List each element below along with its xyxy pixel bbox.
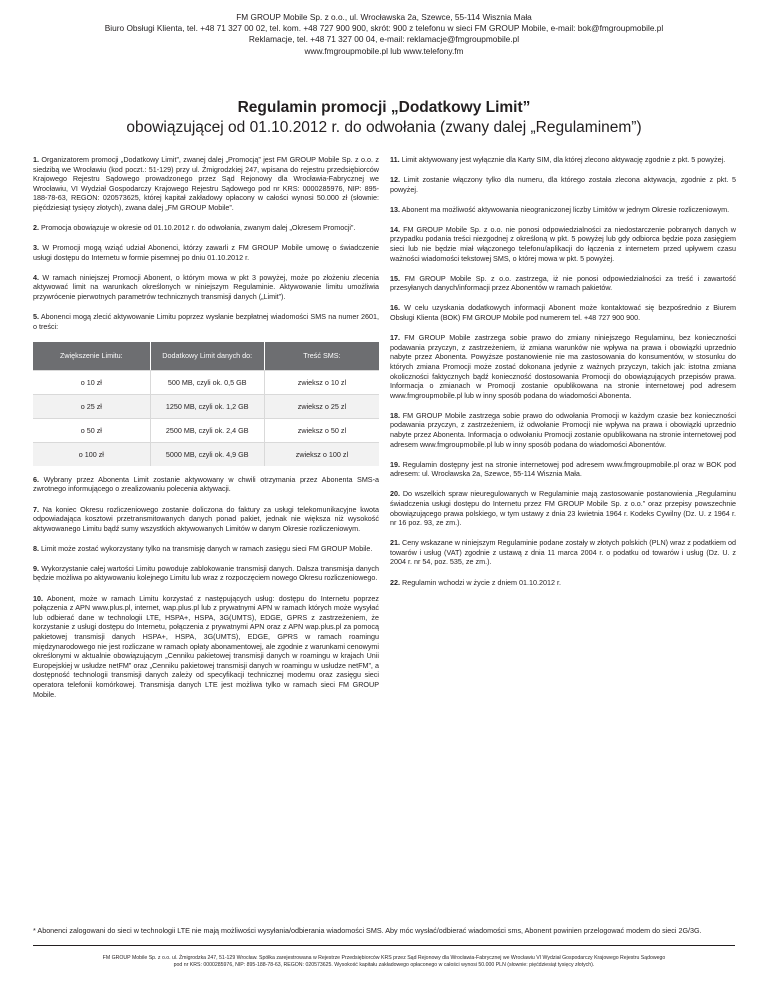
table-cell: 500 MB, czyli ok. 0,5 GB [151,370,265,394]
paragraph-4: 4. W ramach niniejszej Promocji Abonent, o którym mowa w pkt 3 powyżej, może po złożeniu zlecenia aktywować limit na warunkach określonych w niniejszym Regulaminie. Aktywowanie limitu umożliwia przywrócenie pierwotnych parametrów technicznych transmisji danych („Limit”). [33,272,380,302]
paragraph-11: 11. Limit aktywowany jest wyłącznie dla Karty SIM, dla której zlecono aktywację zgodnie z pkt. 5 powyżej. [390,155,726,164]
paragraph-9: 9. Wykorzystanie całej wartości Limitu powoduje zablokowanie transmisji danych. Dalsza transmisja danych będzie możliwa po aktywowaniu kolejnego Limitu lub wraz z rozpoczęciem nowego Okresu rozliczeniowego. [33,563,379,583]
table-row [33,442,379,466]
company-header [0,12,768,57]
table-header-row [33,342,379,370]
document-title [0,98,768,138]
paragraph-15: 15. FM GROUP Mobile Sp. z o.o. zastrzega, iż nie ponosi odpowiedzialności za treść i zawartość przesyłanych danych/informacji przez Abonentów w ramach pakietów. [390,273,737,293]
table-row [33,394,379,418]
table-cell: 2500 MB, czyli ok. 2,4 GB [151,418,265,442]
paragraph-14: 14. FM GROUP Mobile Sp. z o.o. nie ponosi odpowiedzialności za niedostarczenie pobranych danych w przypadku podania treści niezgodnej z określoną w pkt. 5 powyżej lub gdy odbiorca będzie poza zasięgiem sieci lub nie będzie miał włączonego telefonu/aplikacji do łączenia z internetem przed upływem czasu ważności wiadomości tekstowej SMS, o której mowa w pkt. 5 powyżej. [390,224,736,263]
table-cell: zwieksz o 10 zl [265,370,379,394]
left-paragraphs-top [33,155,379,331]
paragraph-17: 17. FM GROUP Mobile zastrzega sobie prawo do zmiany niniejszego Regulaminu, bez konieczności podawania przyczyn, z zastrzeżeniem, iż zmiana warunków nie wpływa na prawa i obowiązki uprzednio nabyte przez Abonenta. Powyższe postanowienie nie ma zastosowania do konsumentów, w stosunku do których zmiana Promocji może zostać dokonana jedynie z ważnych przyczyn, takich jak: istotna zmiana okoliczności faktycznych bądź konieczność dostosowania Promocji do obowiązujących przepisów prawa. Informacja o zmianach w Promocji zostanie opublikowana na stronie internetowej pod adresem www.fmgroupmobile.pl lub w inny sposób podana do wiadomości Abonenta. [390,333,737,400]
paragraph-7: 7. Na koniec Okresu rozliczeniowego zostanie doliczona do faktury za usługi telekomunikacyjne kwota odpowiadająca kosztowi przetransmitowanych danych ponad pakiet, jednak nie większa niż wysokość aktywowanego Limitu bądź sumy wszystkich aktywowanych Limitów w danym Okresie rozliczeniowym. [33,504,379,533]
paragraph-5: 5. Abonenci mogą zlecić aktywowanie Limitu poprzez wysłanie bezpłatnej wiadomości SMS na numer 2601, o treści: [33,312,379,331]
paragraph-16: 16. W celu uzyskania dodatkowych informacji Abonent może kontaktować się bezpośrednio z Biurem Obsługi Klienta (BOK) FM GROUP Mobile pod numerem tel. +48 727 900 900. [390,303,736,323]
paragraph-1: 1. Organizatorem promocji „Dodatkowy Limit”, zwanej dalej „Promocją” jest FM GROUP Mobile Sp. z o.o. z siedzibą we Wrocławiu (kod poczt.: 51-129) przy ul. Żmigrodzkiej 247, wpisana do rejestru przedsiębiorców Krajowego Rejestru Sądowego prowadzonego przez Sąd Rejonowy dla Wrocławia-Fabrycznej we Wrocławiu, VI Wydział Gospodarczy Krajowego Rejestru Sądowego pod nr KRS: 0000285976, NIP: 895-188-78-63, REGON: 020573625, której kapitał zakładowy opłacony w całości wynosi 50.000 zł (słownie: pięćdziesiąt tysięcy złotych), zwana dalej „FM GROUP Mobile”. [33,155,379,212]
header-customer-service: Biuro Obsługi Klienta, tel. +48 71 327 00 02, tel. kom. +48 727 900 900, skrót: 900 z telefonu w sieci FM GROUP Mobile, e-mail: bok@fmgroupmobile.pl [104,23,664,34]
paragraph-13: 13. Abonent ma możliwość aktywowania nieograniczonej liczby Limitów w jednym Okresie rozliczeniowym. [390,204,730,214]
paragraph-22: 22. Regulamin wchodzi w życie z dniem 01.10.2012 r. [390,577,562,587]
table-cell: o 50 zł [33,418,151,442]
company-footer [0,955,768,969]
paragraph-20: 20. Do wszelkich spraw nieuregulowanych w Regulaminie mają zastosowanie postanowienia „Regulaminu świadczenia usługi dostępu do Internetu przez FM GROUP Mobile Sp. z o.o.” oraz przepisy powszechnie obowiązującego prawa polskiego, w tym ustawy z dnia 23 kwietnia 1964 r. Kodeks Cywilny (Dz. U. z 1964 r. nr 16 poz. 93, ze zm.). [390,489,737,528]
left-column [33,155,379,710]
table-cell: zwieksz o 25 zl [265,394,379,418]
paragraph-3: 3. W Promocji mogą wziąć udział Abonenci, którzy zawarli z FM GROUP Mobile umowę o świadczenie usługi dostępu do Internetu w formie pisemnej po dniu 01.10.2012 r. [33,243,380,262]
table-cell: o 10 zł [33,370,151,394]
footer-line-1: FM GROUP Mobile Sp. z o.o. ul. Żmigrodzka 247, 51-129 Wrocław. Spółka zarejestrowana w Rejestrze Przedsiębiorców KRS przez Sąd Rejonowy dla Wrocławia-Fabrycznej we Wrocławiu VI Wydział Gospodarczy Krajowego Rejestru Sądowego [102,955,666,961]
paragraph-12: 12. Limit zostanie włączony tylko dla numeru, dla którego została zlecona aktywacja, zgodnie z pkt. 5 powyżej. [390,175,736,194]
table-cell: zwieksz o 100 zl [265,442,379,466]
right-column [390,155,736,598]
table-cell: o 25 zł [33,394,151,418]
paragraph-10: 10. Abonent, może w ramach Limitu korzystać z następujących usług: dostępu do Internetu poprzez połączenia z APN www.plus.pl, internet, wap.plus.pl lub z prywatnymi APN w ramach których może wysyłać lub odbierać dane w technologii LTE, HSPA+, HSPA, 3G(UMTS), EDGE, GPRS z zastrzeżeniem, że korzystanie z usługi dostępu do Internetu, połączenia z prywatnymi APN oraz z APN wap.plus.pl za pomocą pakietowej transmisji danych HSPA+, HSPA, 3G(UMTS), EDGE, GPRS w ramach roamingu międzynarodowego nie jest rozliczane w ramach opłaty abonamentowej, ale zgodnie z warunkami cenowymi określonymi w aktualnie obowiązującym „Cenniku pakietowej transmisji danych w roamingu w krajach Unii Europejskiej w usłudze netFM” oraz „Cenniku pakietowej transmisji danych w roamingu w usłudze netFM”, a dostępność technologii transmisji danych zależy od specyfikacji technicznej modemu oraz zasięgu sieci operatora telefonii komórkowej. Transmisja danych LTE jest możliwa tylko w ramach sieci FM GROUP Mobile. [33,593,379,699]
table-row [33,370,379,394]
table-row [33,418,379,442]
table-header-cell: Dodatkowy Limit danych do: [151,342,265,370]
paragraph-18: 18. FM GROUP Mobile zastrzega sobie prawo do odwołania Promocji w każdym czasie bez konieczności podawania przyczyn, z zastrzeżeniem, iż odwołanie Promocji nie wpływa na prawa i obowiązki uprzednio nabyte przez Abonenta. Informacja o odwołaniu Promocji zostanie opublikowana na stronie internetowej pod adresem www.fmgroupmobile.pl lub w inny sposób podana do wiadomości Abonentów. [390,410,736,449]
paragraph-6: 6. Wybrany przez Abonenta Limit zostanie aktywowany w chwili otrzymania przez Abonenta SMS-a zwrotnego informującego o zrealizowaniu polecenia aktywacji. [33,474,379,494]
table-cell: 5000 MB, czyli ok. 4,9 GB [151,442,265,466]
table-header-cell: Zwiększenie Limitu: [33,342,151,370]
table-cell: o 100 zł [33,442,151,466]
title-line-2: obowiązującej od 01.10.2012 r. do odwołania (zwany dalej „Regulaminem”) [126,119,642,136]
header-websites: www.fmgroupmobile.pl lub www.telefony.fm [304,45,464,56]
table-cell: 1250 MB, czyli ok. 1,2 GB [151,394,265,418]
header-address: FM GROUP Mobile Sp. z o.o., ul. Wrocławska 2a, Szewce, 55-114 Wisznia Mała [236,12,532,22]
title-line-1: Regulamin promocji „Dodatkowy Limit” [237,99,531,116]
header-complaints: Reklamacje, tel. +48 71 327 00 04, e-mail: reklamacje@fmgroupmobile.pl [248,34,520,45]
paragraph-21: 21. Ceny wskazane w niniejszym Regulaminie podane zostały w złotych polskich (PLN) wraz z podatkiem od towarów i usług (VAT) zgodnie z ustawą z dnia 11 marca 2004 r. o podatku od towarów i usług (Dz. U. z 2004 r. nr 54, poz. 535, ze zm.). [390,538,736,567]
paragraph-19: 19. Regulamin dostępny jest na stronie internetowej pod adresem www.fmgroupmobile.pl oraz w BOK pod adresem: ul. Wrocławska 2a, Szewce, 55-114 Wisznia Mała. [390,459,737,479]
paragraph-2: 2. Promocja obowiązuje w okresie od 01.10.2012 r. do odwołania, zwanym dalej „Okresem Promocji”. [33,223,356,233]
table-cell: zwieksz o 50 zl [265,418,379,442]
lte-footnote: * Abonenci zalogowani do sieci w technologii LTE nie mają możliwości wysyłania/odbierania wiadomości SMS. Aby móc wysłać/odbierać wiadomości sms, Abonent powinien przelogować modem do sieci 2G/3G. [33,926,702,935]
left-paragraphs-bottom [33,475,379,699]
footer-divider [33,945,735,946]
limits-table [33,342,379,466]
table-header-cell: Treść SMS: [265,342,379,370]
paragraph-8: 8. Limit może zostać wykorzystany tylko na transmisję danych w ramach zasięgu sieci FM GROUP Mobile. [33,543,373,553]
footer-line-2: pod nr KRS: 0000285976, NIP: 895-188-78-63, REGON: 020573625. Wysokość kapitału zakładowego opłaconego w całości wynosi 50.000 PLN (słownie: pięćdziesiąt tysięcy złotych). [173,962,595,969]
